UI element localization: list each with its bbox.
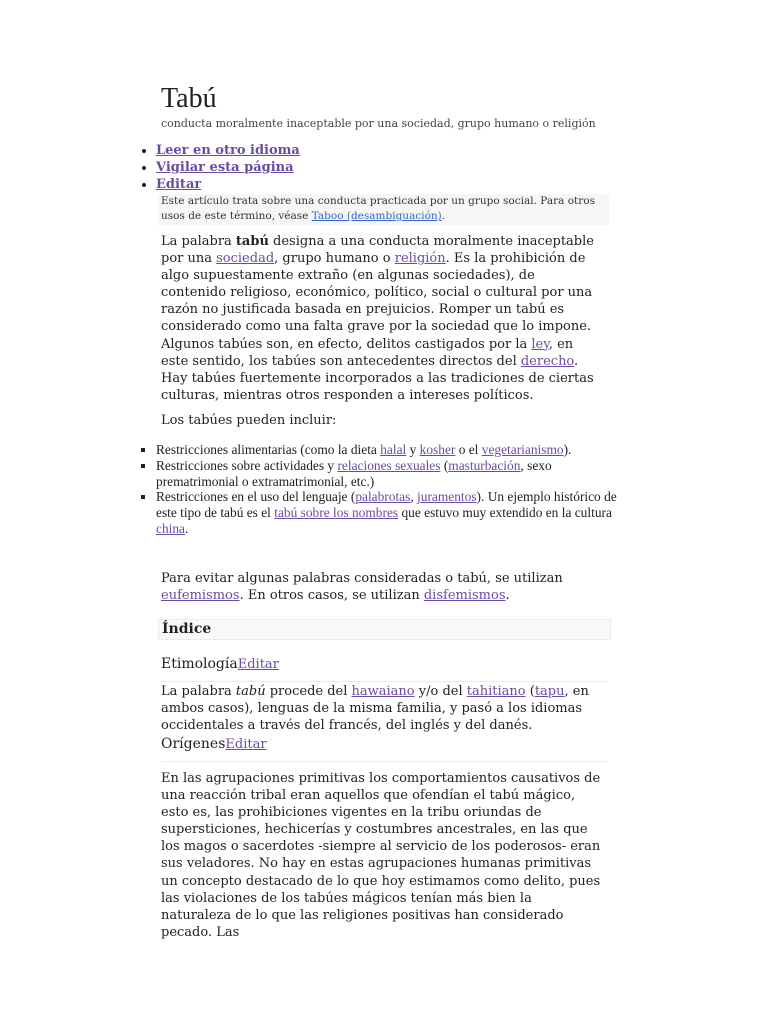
link-religion[interactable]: religión	[394, 251, 446, 267]
link-palabrotas[interactable]: palabrotas	[355, 489, 411, 505]
list-item: ▪ Restricciones en el uso del lenguaje (palabrotas, juramentos). Un ejemplo histórico de este tipo de tabú es el tabú sobre los nombres que estuvo muy extendido en la cultura china.	[156, 489, 626, 536]
hatnote: Este artículo trata sobre una conducta practicada por un grupo social. Para otros usos de este término, véase Taboo (desambiguación).	[158, 194, 609, 225]
intro-paragraph: La palabra tabú designa a una conducta moralmente inaceptable por una sociedad, grupo humano o religión. Es la prohibición de algo supuestamente extraño (en algunas sociedades), de contenido religioso, económico, político, social o cultural por una razón no justificada basada en prejuicios. Romper un tabú es considerado como una falta grave por la sociedad que lo impone. Algunos tabúes son, en efecto, delitos castigados por la ley, en este sentido, los tabúes son antecedentes directos del derecho. Hay tabúes fuertemente incorporados a las tradiciones de ciertas culturas, mientras otros responden a intereses políticos.	[161, 234, 594, 403]
link-sociedad[interactable]: sociedad	[216, 251, 275, 267]
link-masturbacion[interactable]: masturbación	[448, 457, 521, 473]
taboo-list	[138, 442, 626, 537]
euphemism-paragraph: Para evitar algunas palabras consideradas o tabú, se utilizan eufemismos. En otros casos, se utilizan disfemismos.	[161, 571, 563, 604]
link-tahitiano[interactable]: tahitiano	[466, 684, 526, 699]
page-actions	[138, 142, 300, 193]
link-relaciones-sexuales[interactable]: relaciones sexuales	[337, 457, 441, 473]
origins-paragraph: En las agrupaciones primitivas los comportamientos causativos de una reacción tribal eran aquellos que ofendían el tabú mágico, esto es, las prohibiciones vigentes en la tribu oriundas de supersticiones, hechicerías y costumbres ancestrales, en las que los magos o sacerdotes -siempre al servicio de los poderosos- eran sus veladores. No hay en estas agrupaciones humanas primitivas un concepto destacado de lo que hoy estimamos como delito, pues las violaciones de los tabúes mágicos tenían más bien la naturaleza de lo que las religiones positivas han considerado pecado. Las	[161, 771, 601, 940]
link-china[interactable]: china	[156, 520, 185, 536]
section-heading-etimologia: EtimologíaEditar	[161, 656, 279, 672]
list-item: ▪ Restricciones sobre actividades y relaciones sexuales (masturbación, sexo prematrimonial o extramatrimonial, etc.)	[156, 458, 626, 490]
section-edit-link[interactable]: Editar	[225, 737, 267, 752]
etymology-paragraph: La palabra tabú procede del hawaiano y/o del tahitiano (tapu, en ambos casos), lenguas de la misma familia, y pasó a los idiomas occidentales a través del francés, del inglés y del danés.	[161, 684, 589, 734]
section-edit-link[interactable]: Editar	[237, 657, 279, 672]
page-subtitle: conducta moralmente inaceptable por una sociedad, grupo humano o religión	[161, 117, 596, 130]
edit-link[interactable]: Editar	[156, 177, 202, 192]
watch-link[interactable]: Vigilar esta página	[156, 160, 294, 175]
list-item: ▪ Restricciones alimentarias (como la dieta halal y kosher o el vegetarianismo).	[156, 442, 626, 458]
toc-toggle[interactable]: Índice	[158, 619, 611, 640]
link-ley[interactable]: ley	[531, 336, 549, 352]
link-disfemismos[interactable]: disfemismos	[423, 588, 506, 604]
language-link[interactable]: Leer en otro idioma	[156, 143, 300, 158]
link-hawaiano[interactable]: hawaiano	[351, 684, 415, 699]
action-item	[156, 176, 300, 193]
link-derecho[interactable]: derecho	[520, 353, 575, 369]
section-heading-origenes: OrígenesEditar	[161, 736, 267, 752]
link-tabu-nombres[interactable]: tabú sobre los nombres	[274, 505, 399, 521]
action-item	[156, 159, 300, 176]
page-title: Tabú	[161, 83, 217, 114]
link-tapu[interactable]: tapu	[534, 684, 565, 699]
section-divider	[161, 681, 608, 682]
link-kosher[interactable]: kosher	[419, 442, 456, 457]
list-intro: Los tabúes pueden incluir:	[161, 413, 337, 428]
section-divider	[161, 761, 608, 762]
link-juramentos[interactable]: juramentos	[417, 489, 477, 505]
disambiguation-link[interactable]: Taboo (desambiguación)	[311, 210, 442, 222]
link-halal[interactable]: halal	[380, 442, 407, 457]
link-vegetarianismo[interactable]: vegetarianismo	[481, 442, 564, 457]
action-item	[156, 142, 300, 159]
link-eufemismos[interactable]: eufemismos	[161, 588, 240, 604]
